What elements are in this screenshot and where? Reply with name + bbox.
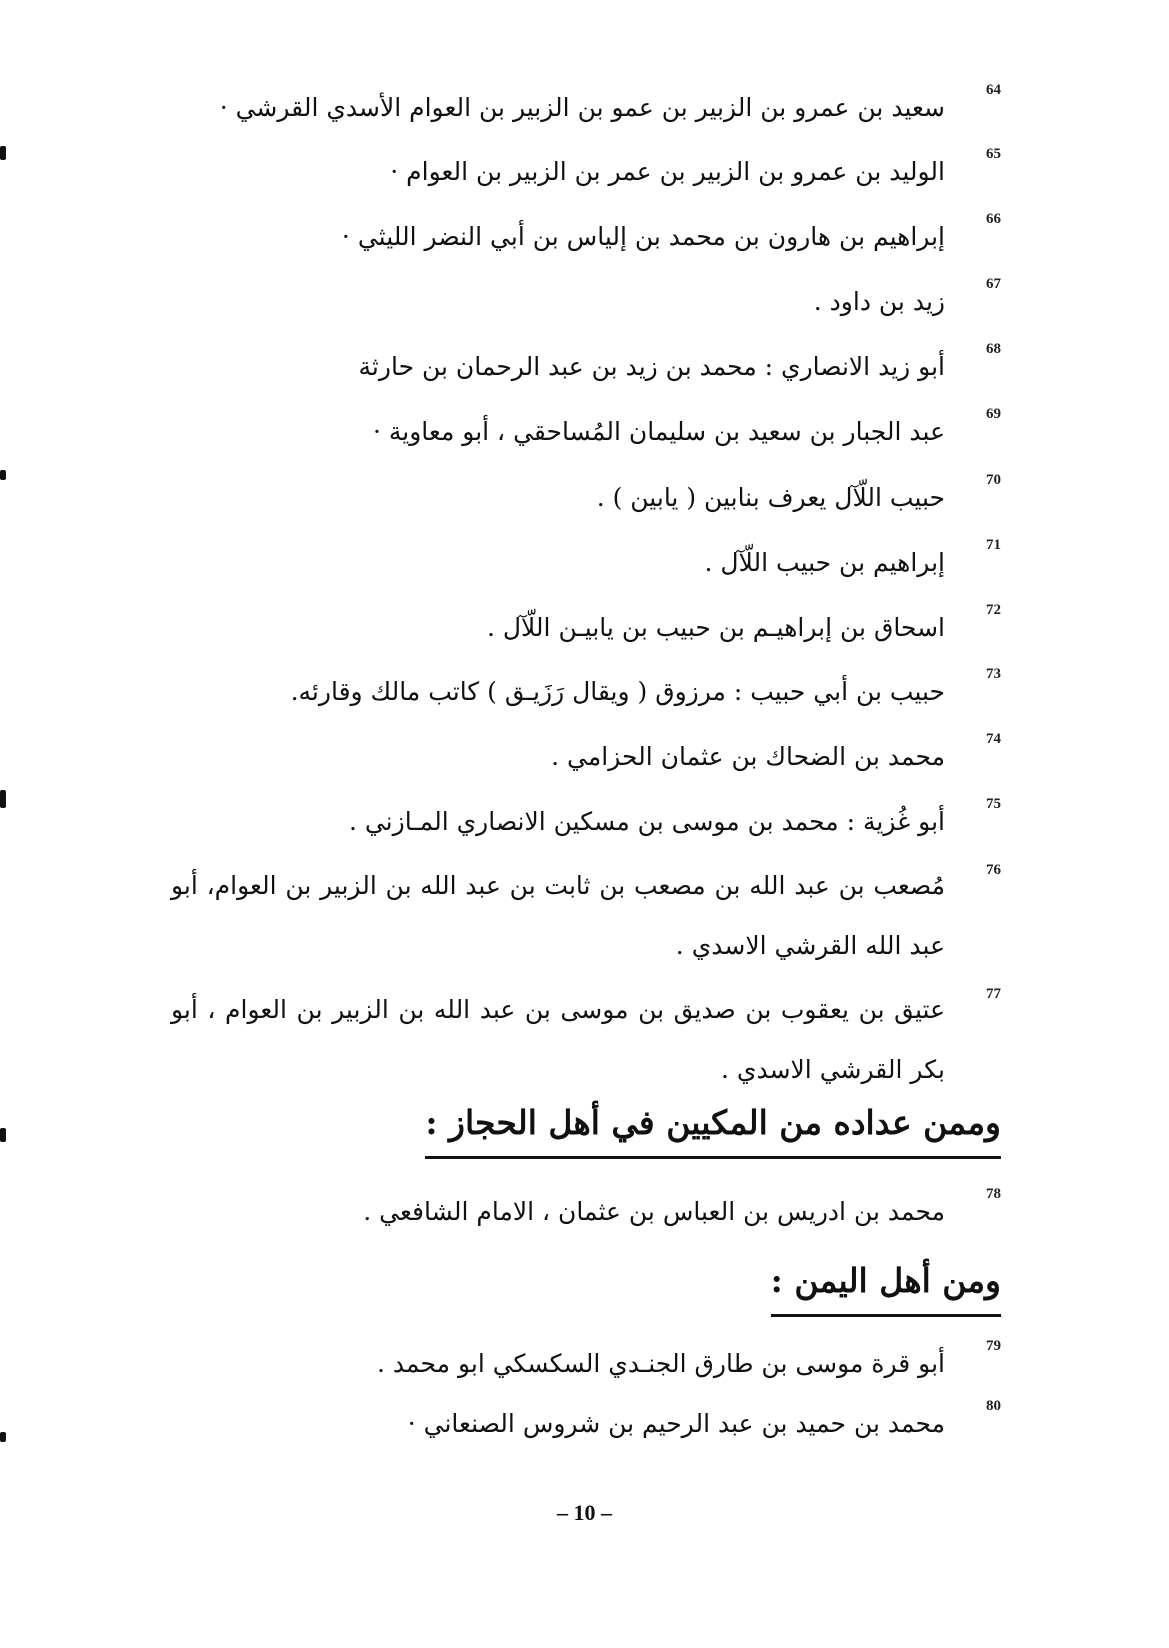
entry-number: 66 — [986, 211, 1001, 227]
entry-number: 75 — [986, 796, 1001, 812]
section-heading: وممن عداده من المكيين في أهل الحجاز : — [425, 1098, 1001, 1159]
entry-number: 76 — [986, 862, 1001, 878]
entry-text: الوليد بن عمرو بن الزبير بن عمر بن الزبير بن العوام · — [390, 157, 945, 186]
scan-edge-mark — [0, 470, 6, 480]
entry-text: حبيب بن أبي حبيب : مرزوق ( ويقال رَزَيـق ) كاتب مالك وقارئه. — [290, 677, 945, 706]
entry-number: 80 — [986, 1398, 1001, 1414]
list-item — [171, 335, 1001, 399]
scan-edge-mark — [0, 1432, 6, 1442]
entry-number: 64 — [986, 82, 1001, 98]
entry-text: أبو قرة موسى بن طارق الجنـدي السكسكي ابو محمد . — [377, 1349, 945, 1378]
list-item — [171, 660, 1001, 724]
list-item — [171, 596, 1001, 660]
list-item — [171, 1392, 1001, 1456]
entry-number: 71 — [986, 537, 1001, 553]
page-number: – 10 – — [557, 1500, 612, 1525]
entry-number: 77 — [986, 986, 1001, 1002]
entry-text: أبو غُزية : محمد بن موسى بن مسكين الانصاري المـازني . — [348, 807, 945, 836]
entry-text: إبراهيم بن هارون بن محمد بن إلياس بن أبي النضر الليثي · — [341, 222, 945, 251]
entry-text: محمد بن ادريس بن العباس بن عثمان ، الامام الشافعي . — [363, 1197, 945, 1226]
entry-number: 67 — [986, 276, 1001, 292]
list-item — [171, 856, 1001, 976]
entry-text: محمد بن الضحاك بن عثمان الحزامي . — [551, 742, 945, 771]
entry-number: 69 — [986, 406, 1001, 422]
entry-text: سعيد بن عمرو بن الزبير بن عمو بن الزبير بن العوام الأسدي القرشي · — [219, 93, 945, 122]
entry-text: حبيب اللّآل يعرف بنابين ( يابين ) . — [596, 483, 945, 512]
list-item — [171, 140, 1001, 204]
list-item — [171, 76, 1001, 140]
entry-number: 72 — [986, 602, 1001, 618]
entry-number: 73 — [986, 666, 1001, 682]
entry-text: إبراهيم بن حبيب اللّآل . — [704, 548, 945, 577]
scan-edge-mark — [0, 1128, 6, 1142]
entry-text: محمد بن حميد بن عبد الرحيم بن شروس الصنعاني · — [407, 1409, 945, 1438]
entry-text: اسحاق بن إبراهيـم بن حبيب بن يابيـن اللّآل . — [486, 613, 945, 642]
list-item — [171, 205, 1001, 269]
list-item — [171, 466, 1001, 530]
list-item — [171, 1332, 1001, 1396]
entry-text: أبو زيد الانصاري : محمد بن زيد بن عبد الرحمان بن حارثة — [358, 352, 945, 381]
entry-number: 70 — [986, 472, 1001, 488]
list-item — [171, 980, 1001, 1100]
list-item — [171, 790, 1001, 854]
entry-text: عبد الجبار بن سعيد بن سليمان المُساحقي ، أبو معاوية · — [372, 417, 945, 446]
list-item — [171, 725, 1001, 789]
entry-number: 68 — [986, 341, 1001, 357]
entry-number: 65 — [986, 146, 1001, 162]
entry-text: عتيق بن يعقوب بن صديق بن موسى بن عبد الله بن الزبير بن العوام ، أبو بكر القرشي الاسدي . — [171, 995, 945, 1084]
entry-text: زيد بن داود . — [813, 287, 945, 316]
section-heading: ومن أهل اليمن : — [771, 1256, 1001, 1317]
entry-number: 78 — [986, 1186, 1001, 1202]
entry-text: مُصعب بن عبد الله بن مصعب بن ثابت بن عبد الله بن الزبير بن العوام، أبو عبد الله القرشي الاسدي . — [171, 871, 945, 960]
list-item — [171, 531, 1001, 595]
entry-number: 74 — [986, 731, 1001, 747]
list-item — [171, 1180, 1001, 1244]
entry-number: 79 — [986, 1338, 1001, 1354]
list-item — [171, 270, 1001, 334]
scan-edge-mark — [0, 790, 6, 808]
list-item — [171, 400, 1001, 464]
scan-edge-mark — [0, 146, 6, 160]
